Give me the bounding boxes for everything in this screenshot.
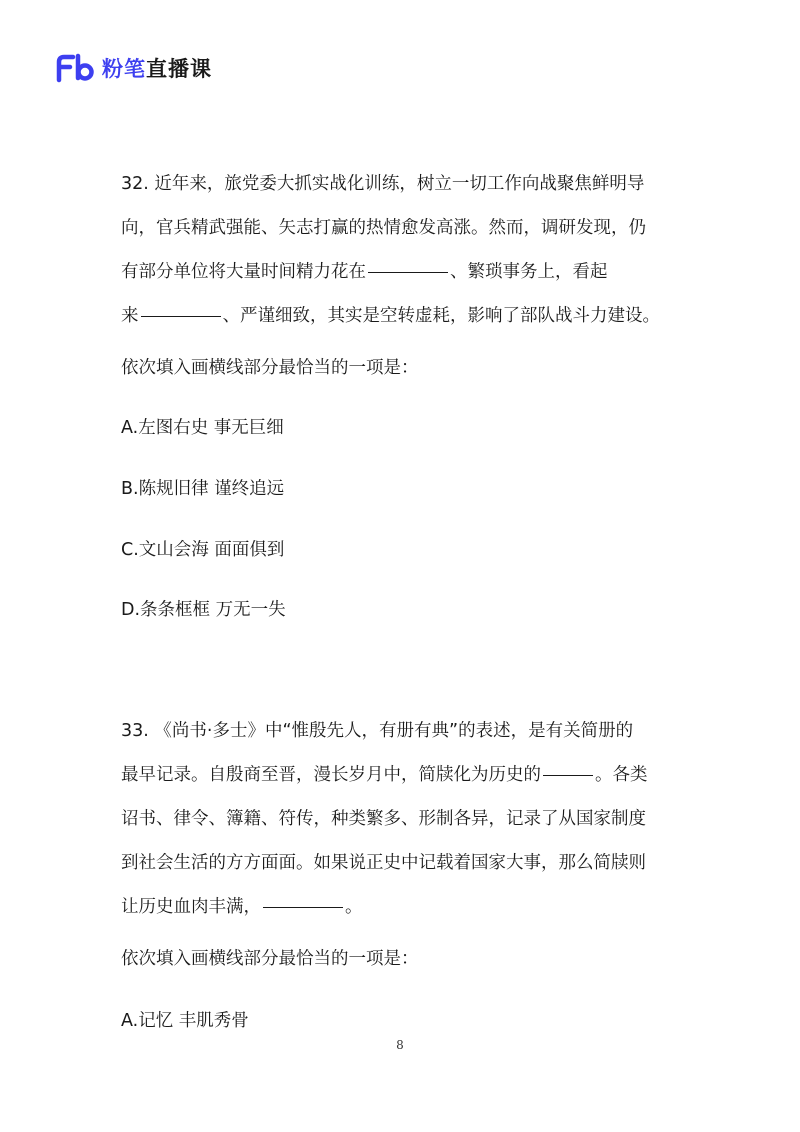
brand-rest: 直播课: [146, 57, 212, 81]
q33-line-5-b: 。: [345, 897, 363, 917]
q32-option-c: C.文山会海 面面俱到: [121, 540, 285, 560]
q32-blank-1: [368, 271, 448, 273]
q33-line-2-b: 。各类: [595, 765, 648, 785]
q33-line-4: 到社会生活的方方面面。如果说正史中记载着国家大事，那么简牍则: [121, 853, 646, 873]
q32-line-4-a: 来: [121, 306, 139, 326]
q33-line-3: 诏书、律令、簿籍、符传，种类繁多、形制各异，记录了从国家制度: [121, 809, 646, 829]
header: [56, 52, 212, 84]
q33-line-1: 33. 《尚书·多士》中“惟殷先人，有册有典”的表述，是有关简册的: [121, 721, 634, 741]
q33-blank-2: [263, 906, 343, 908]
q32-prompt-wrap: [121, 355, 681, 381]
question-32-stem: [121, 162, 681, 338]
brand-name: [102, 53, 212, 83]
q32-option-d: D.条条框框 万无一失: [121, 600, 286, 620]
q32-line-2: 向，官兵精武强能、矢志打赢的热情愈发高涨。然而，调研发现，仍: [121, 218, 646, 238]
q32-line-3: [121, 250, 681, 294]
q32-line-1: 32. 近年来，旅党委大抓实战化训练，树立一切工作向战聚焦鲜明导: [121, 174, 645, 194]
q33-line-5-a: 让历史血肉丰满，: [121, 897, 261, 917]
q32-line-3-a: 有部分单位将大量时间精力花在: [121, 262, 366, 282]
q33-prompt-wrap: [121, 946, 681, 972]
q33-line-5: [121, 885, 681, 929]
q32-line-3-b: 、繁琐事务上，看起: [450, 262, 608, 282]
q32-option-a-wrap: [121, 415, 681, 441]
q33-prompt: 依次填入画横线部分最恰当的一项是：: [121, 949, 419, 969]
q32-option-a: A.左图右史 事无巨细: [121, 418, 284, 438]
fenbi-logo-icon: [56, 53, 96, 83]
q32-line-4-b: 、严谨细致，其实是空转虚耗，影响了部队战斗力建设。: [222, 306, 660, 326]
q32-option-b-wrap: [121, 476, 681, 502]
q32-option-d-wrap: [121, 597, 681, 623]
q33-line-2: [121, 753, 681, 797]
q33-option-a-wrap: [121, 1008, 681, 1034]
q32-prompt: 依次填入画横线部分最恰当的一项是：: [121, 358, 419, 378]
q32-blank-2: [141, 315, 221, 317]
q33-blank-1: [543, 774, 593, 776]
q32-line-4: [121, 294, 681, 338]
q33-option-a: A.记忆 丰肌秀骨: [121, 1011, 249, 1031]
question-33-stem: [121, 709, 681, 929]
brand-colored: 粉笔: [102, 57, 146, 81]
q33-line-2-a: 最早记录。自殷商至晋，漫长岁月中，简牍化为历史的: [121, 765, 541, 785]
q32-option-c-wrap: [121, 537, 681, 563]
q32-option-b: B.陈规旧律 谨终追远: [121, 479, 285, 499]
page-number: 8: [396, 1038, 404, 1052]
